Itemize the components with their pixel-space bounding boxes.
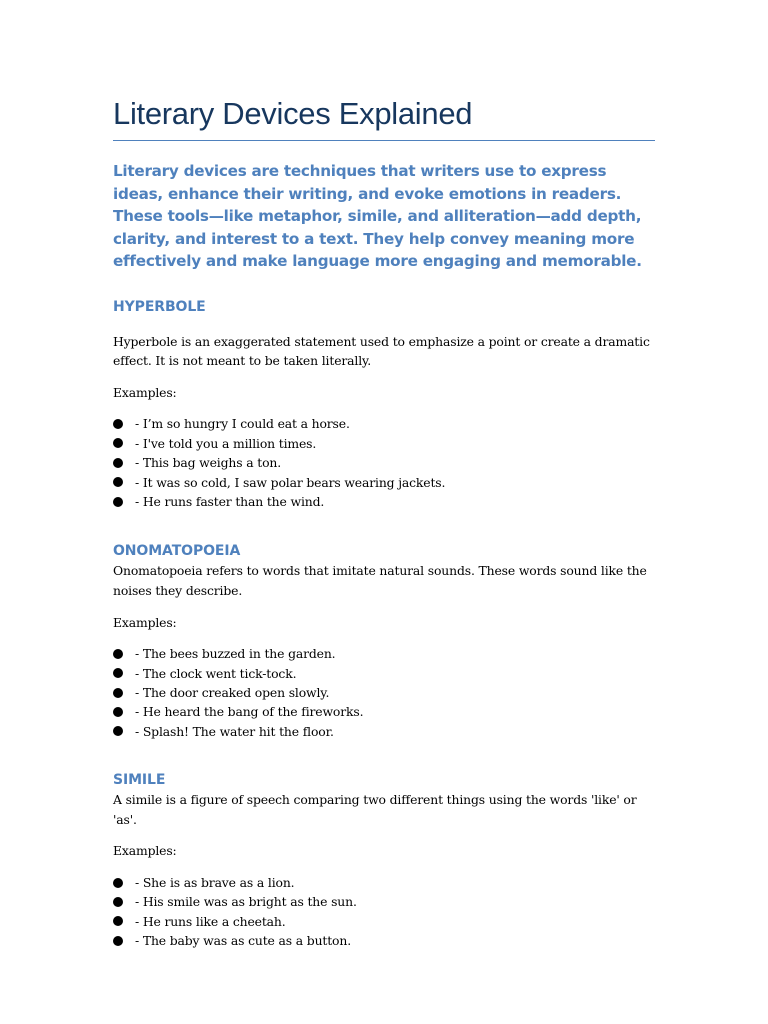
section-description: Hyperbole is an exaggerated statement used to emphasize a point or create a dramatic effect. It is not meant to be taken literally. xyxy=(113,333,650,369)
section-hyperbole xyxy=(113,297,655,512)
bullet-icon xyxy=(113,688,123,698)
list-item xyxy=(113,664,655,683)
example-text: - The baby was as cute as a button. xyxy=(135,933,351,949)
example-text: - He heard the bang of the fireworks. xyxy=(135,704,364,720)
section-simile xyxy=(113,770,655,950)
example-text: - The door creaked open slowly. xyxy=(135,684,330,700)
intro-paragraph: Literary devices are techniques that writers use to express ideas, enhance their writing, and evoke emotions in readers. These tools—like metaphor, simile, and alliteration—add depth, clarity, and interest to a text. They help convey meaning more effectively and make language more engaging and memorable. xyxy=(113,162,642,270)
examples-list xyxy=(113,873,655,951)
bullet-icon xyxy=(113,897,123,907)
document-title: Literary Devices Explained xyxy=(113,96,473,131)
examples-list xyxy=(113,644,655,741)
example-text: - The bees buzzed in the garden. xyxy=(135,646,336,662)
list-item xyxy=(113,873,655,892)
example-text: - I’m so hungry I could eat a horse. xyxy=(135,416,350,432)
example-text: - This bag weighs a ton. xyxy=(135,455,282,471)
bullet-icon xyxy=(113,916,123,926)
bullet-icon xyxy=(113,419,123,429)
bullet-icon xyxy=(113,668,123,678)
list-item xyxy=(113,473,655,492)
bullet-icon xyxy=(113,438,123,448)
section-description: Onomatopoeia refers to words that imitate natural sounds. These words sound like the noises they describe. xyxy=(113,563,647,598)
list-item xyxy=(113,492,655,511)
examples-list xyxy=(113,414,655,511)
list-item xyxy=(113,453,655,472)
bullet-icon xyxy=(113,878,123,888)
section-heading: SIMILE xyxy=(113,772,166,789)
list-item xyxy=(113,683,655,702)
examples-label: Examples: xyxy=(113,843,177,859)
bullet-icon xyxy=(113,707,123,717)
example-text: - It was so cold, I saw polar bears wearing jackets. xyxy=(135,474,446,490)
title-underline xyxy=(113,140,655,141)
list-item xyxy=(113,722,655,741)
list-item xyxy=(113,414,655,433)
list-item xyxy=(113,702,655,721)
example-text: - She is as brave as a lion. xyxy=(135,874,295,890)
example-text: - Splash! The water hit the floor. xyxy=(135,723,334,739)
section-heading: ONOMATOPOEIA xyxy=(113,543,241,560)
bullet-icon xyxy=(113,458,123,468)
list-item xyxy=(113,931,655,950)
bullet-icon xyxy=(113,726,123,736)
examples-label: Examples: xyxy=(113,384,177,400)
example-text: - He runs like a cheetah. xyxy=(135,913,286,929)
section-description: A simile is a figure of speech comparing two different things using the words 'like' or 'as'. xyxy=(113,792,637,827)
example-text: - His smile was as bright as the sun. xyxy=(135,894,357,910)
example-text: - He runs faster than the wind. xyxy=(135,493,325,509)
section-onomatopoeia xyxy=(113,541,655,741)
list-item xyxy=(113,644,655,663)
list-item xyxy=(113,912,655,931)
bullet-icon xyxy=(113,936,123,946)
list-item xyxy=(113,892,655,911)
examples-label: Examples: xyxy=(113,614,177,630)
list-item xyxy=(113,434,655,453)
bullet-icon xyxy=(113,497,123,507)
bullet-icon xyxy=(113,649,123,659)
example-text: - The clock went tick-tock. xyxy=(135,665,297,681)
section-heading: HYPERBOLE xyxy=(113,298,206,315)
example-text: - I've told you a million times. xyxy=(135,435,317,451)
bullet-icon xyxy=(113,477,123,487)
